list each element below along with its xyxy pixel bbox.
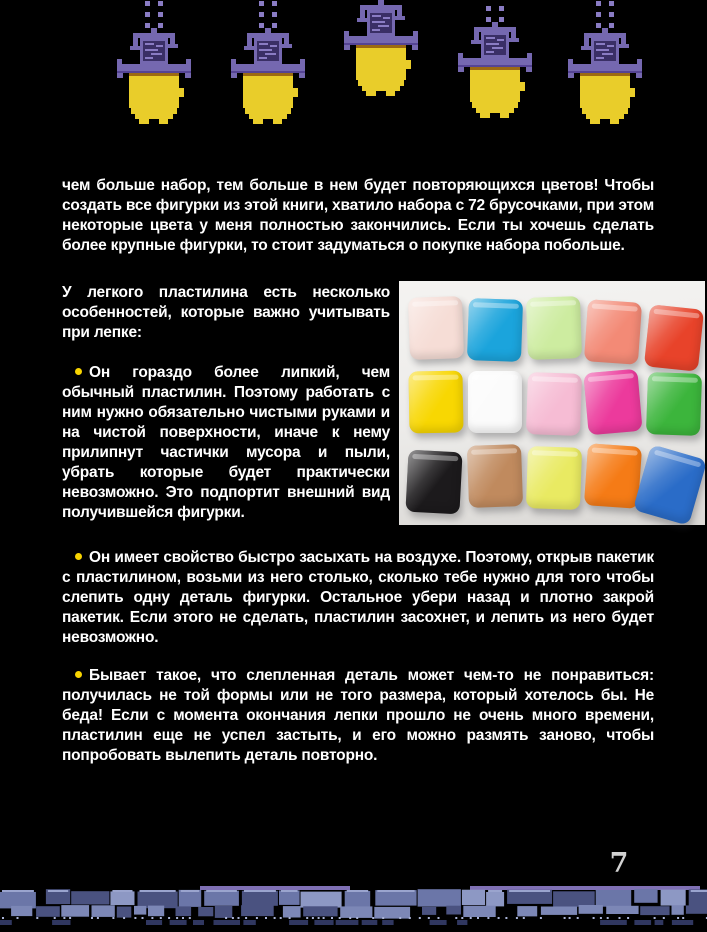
bullet-dot-icon [75,671,82,678]
hanging-lamp-icon [223,0,313,131]
hanging-lamp-icon [109,0,199,131]
bottom-train-border [0,886,707,926]
plasticine-packet [408,296,464,360]
bullet-item-remold [62,666,654,766]
hanging-lamp-icon [336,0,426,103]
paragraph-features-lead: У легкого пластилина есть несколько особенностей, которые важно учитывать при лепке: [62,284,390,341]
paragraph-intro: чем больше набор, тем больше в нем будет повторяющихся цветов! Чтобы создать все фигурки из этой книги, хватило набора с 72 брусочками, при этом некоторые цвета у меня полностью закончились. Если ты хочешь сделать более крупные фигурки, то стоит задуматься о покупке набора побольше. [62,177,654,254]
plasticine-packet [526,296,582,360]
plasticine-packet [526,372,582,436]
plasticine-packet [646,372,702,436]
plasticine-packet [468,371,522,433]
page-number: 7 [609,848,629,879]
plasticine-packet [408,371,463,434]
plasticine-packet [633,444,707,525]
plasticine-packet [584,443,642,509]
plasticine-packet [644,304,704,371]
plasticine-packet [405,450,462,515]
bullet-text: Бывает такое, что слепленная деталь может чем-то не понравиться: получилась не той формы или не того размера, который хотелось бы. Не беда! Если с момента окончания лепки прошло не очень много времени, пластилин еще не успел застыть, и его можно размять заново, чтобы попробовать вылепить деталь повторно. [62,667,654,764]
plasticine-packet [526,446,582,510]
plasticine-packet [467,298,523,362]
bullet-dot-icon [75,368,82,375]
hanging-lamp-icon [450,0,540,125]
packet-grid [399,281,705,525]
bullet-dot-icon [75,553,82,560]
bullet-item-sticky [62,363,390,523]
bullet-text: Он гораздо более липкий, чем обычный пластилин. Поэтому работать с ним нужно обязательно чистыми руками и на чистой поверхности, иначе к нему прилипнут частички мусора и пыли, убрать которые будет практически невозможно. Это подпортит внешний вид получившейся фигурки. [62,364,390,521]
bullet-item-dries-fast [62,548,654,648]
bullet-text: Он имеет свойство быстро засыхать на воздухе. Поэтому, открыв пакетик с пластилином, возьми из него столько, сколько тебе нужно для того чтобы слепить одну деталь фигурки. Остальное убери назад и плотно закрой пакетик. Если этого не сделать, пластилин засохнет, и лепить из него будет невозможно. [62,549,654,646]
plasticine-packet [583,369,642,435]
hanging-lamp-icon [560,0,650,131]
plasticine-packets-photo [399,281,705,525]
plasticine-packet [584,299,642,365]
plasticine-packet [467,444,523,508]
